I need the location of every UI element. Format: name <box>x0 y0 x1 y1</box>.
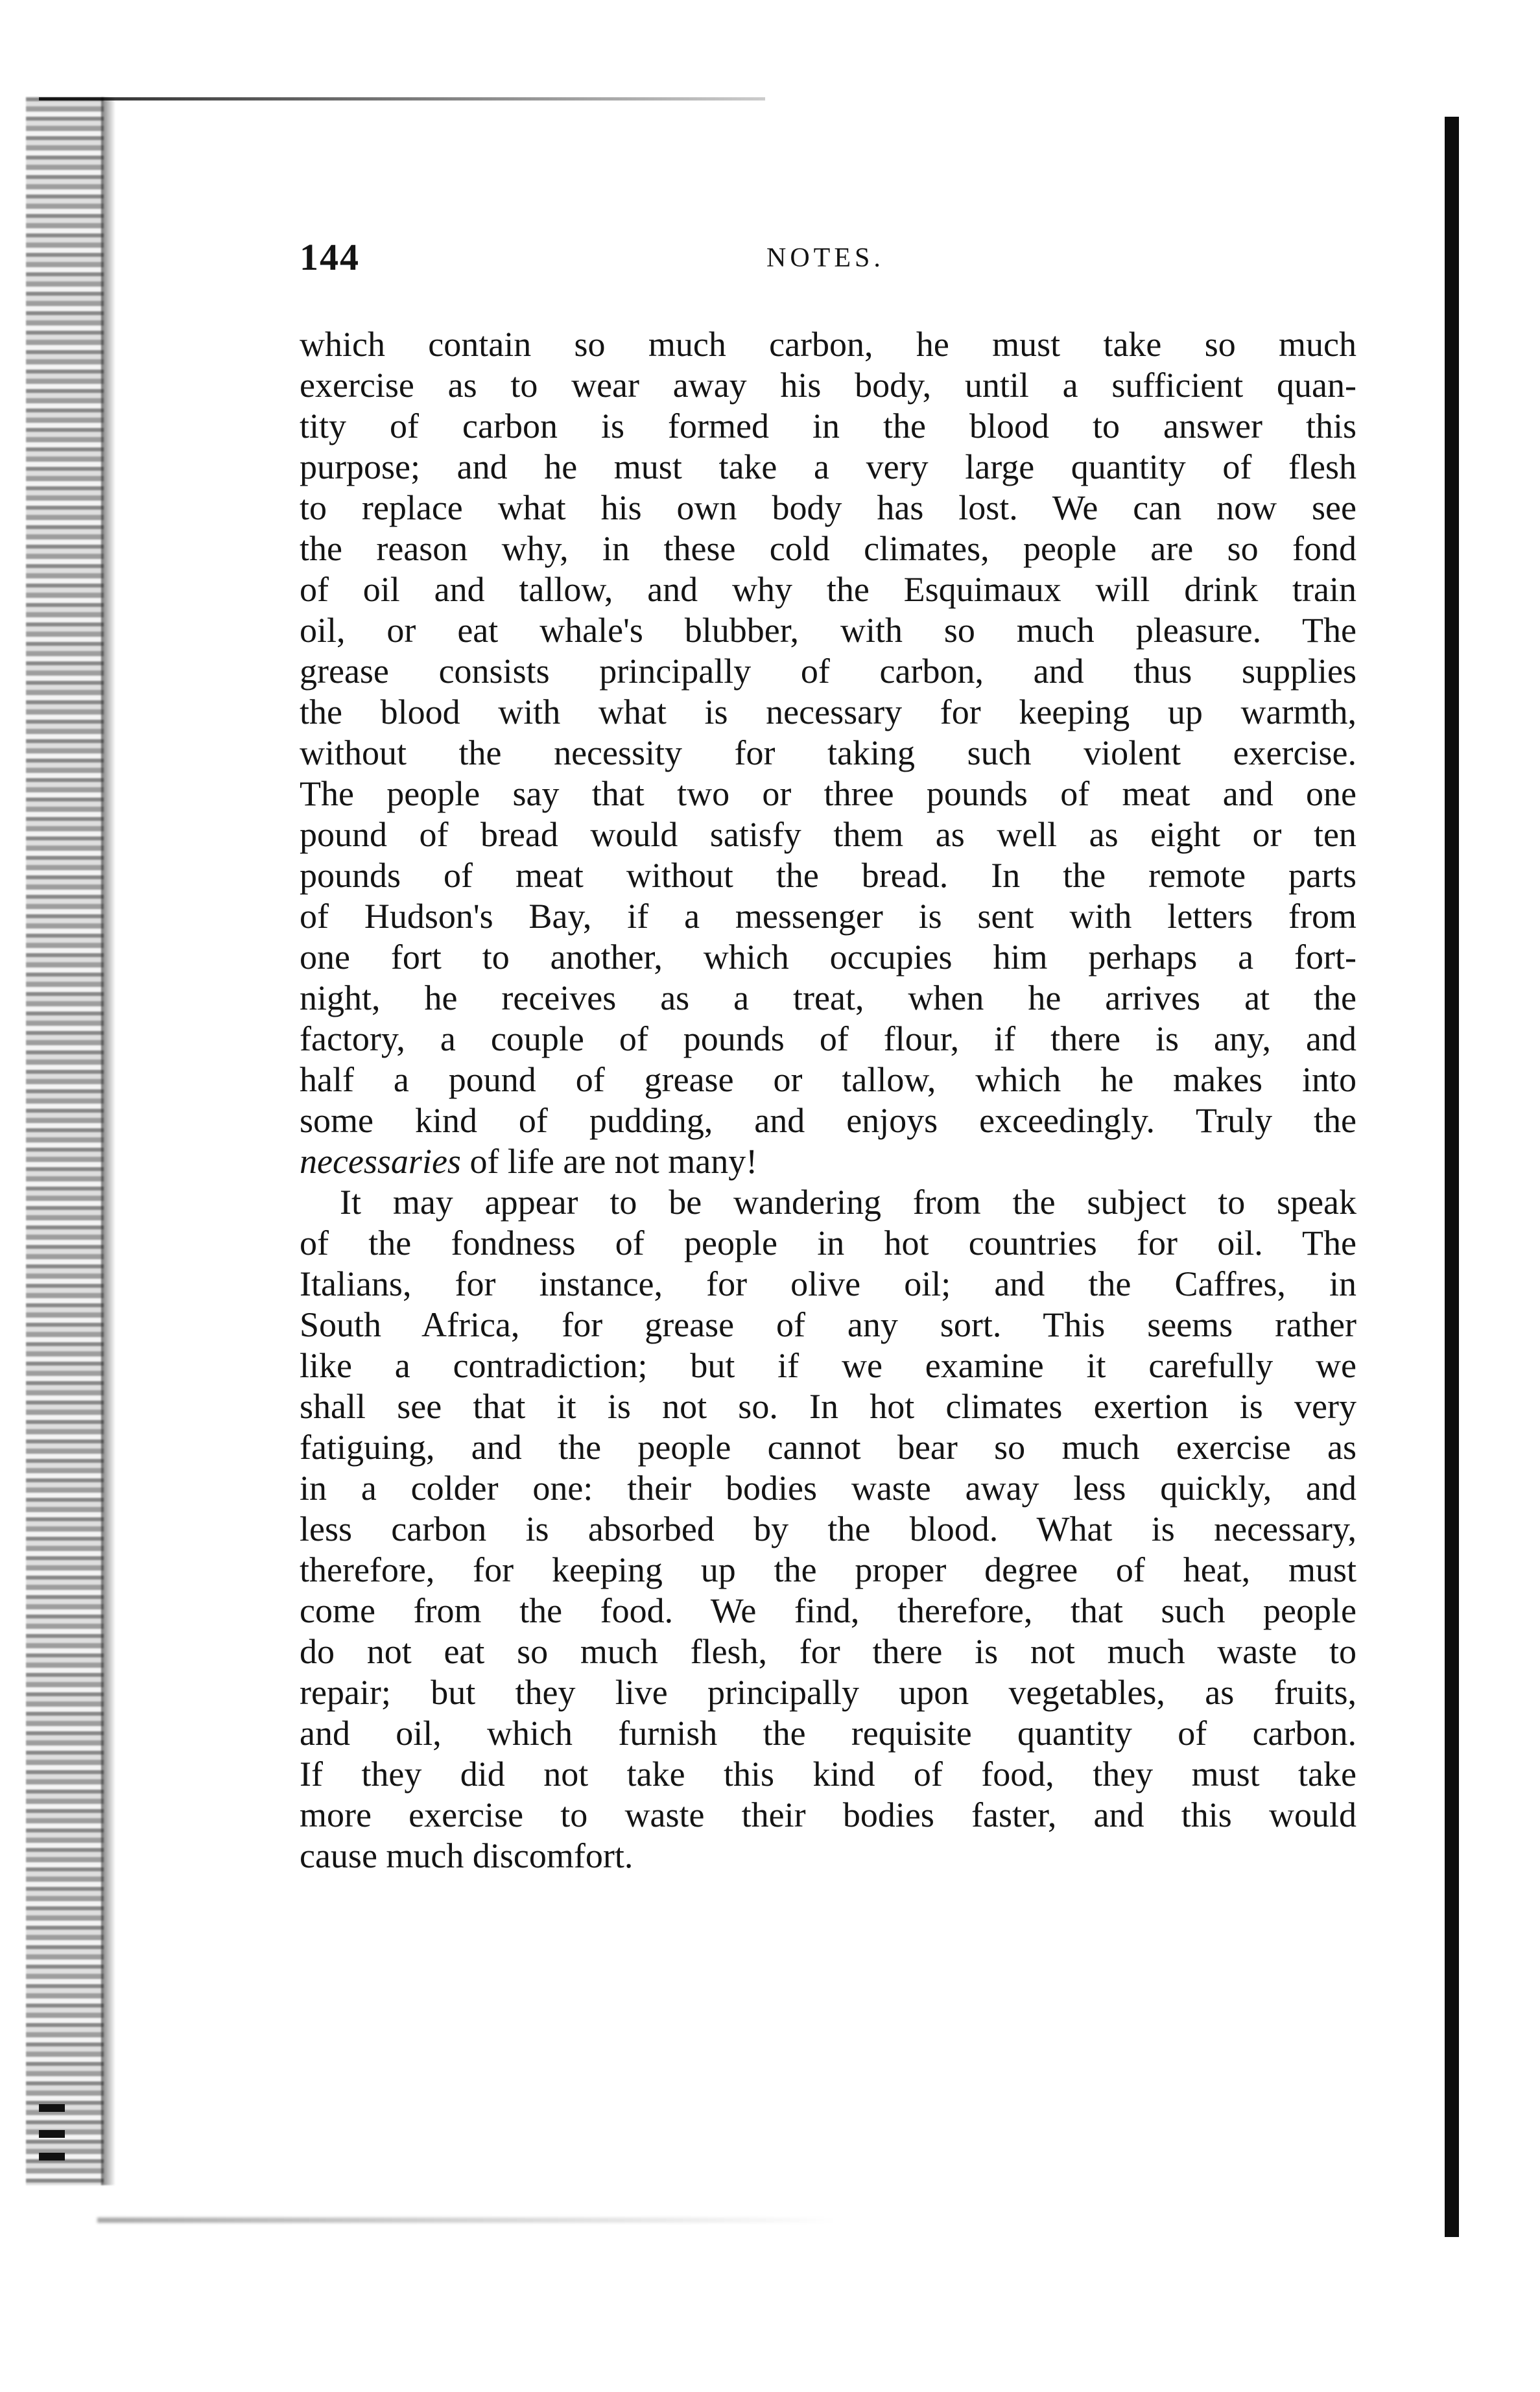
text-line: one fort to another, which occupies him perhaps a fort- <box>300 938 1356 977</box>
text-line: The people say that two or three pounds of meat and one <box>300 774 1356 813</box>
text-line: pounds of meat without the bread. In the remote parts <box>300 856 1356 895</box>
text-line: Italians, for instance, for olive oil; and the Caffres, in <box>300 1264 1356 1303</box>
text-line: therefore, for keeping up the proper degree of heat, must <box>300 1550 1356 1589</box>
text-line: and oil, which furnish the requisite quantity of carbon. <box>300 1714 1356 1753</box>
text-line: South Africa, for grease of any sort. This seems rather <box>300 1305 1356 1344</box>
margin-mark <box>39 2130 65 2138</box>
text-line <box>300 1141 1356 1182</box>
text-line: It may appear to be wandering from the subject to speak <box>340 1183 1356 1222</box>
page-header <box>300 235 1356 280</box>
text-line: some kind of pudding, and enjoys exceedingly. Truly the <box>300 1101 1356 1140</box>
text-line: cause much discomfort. <box>300 1836 634 1875</box>
text-line: purpose; and he must take a very large quantity of flesh <box>300 447 1356 486</box>
text-line: the blood with what is necessary for keeping up warmth, <box>300 693 1356 731</box>
text-line: without the necessity for taking such violent exercise. <box>300 733 1356 772</box>
text-line: oil, or eat whale's blubber, with so much pleasure. The <box>300 611 1356 650</box>
text-line: grease consists principally of carbon, and thus supplies <box>300 652 1356 691</box>
text-line: half a pound of grease or tallow, which he makes into <box>300 1060 1356 1099</box>
scan-top-edge <box>39 97 765 101</box>
body-text <box>300 324 1356 1877</box>
text-line: repair; but they live principally upon vegetables, as fruits, <box>300 1673 1356 1712</box>
text-line: of the fondness of people in hot countries for oil. The <box>300 1224 1356 1262</box>
margin-mark <box>39 2104 65 2112</box>
text-line: to replace what his own body has lost. We can now see <box>300 488 1356 527</box>
text-line: like a contradiction; but if we examine it carefully we <box>300 1346 1356 1385</box>
page-number: 144 <box>300 236 360 278</box>
text-line: less carbon is absorbed by the blood. What is necessary, <box>300 1510 1356 1548</box>
text-line: night, he receives as a treat, when he arrives at the <box>300 978 1356 1017</box>
text-line: factory, a couple of pounds of flour, if there is any, and <box>300 1019 1356 1058</box>
scan-right-edge <box>1445 117 1459 2237</box>
running-head: NOTES. <box>766 243 884 273</box>
paragraph <box>300 324 1356 1182</box>
text-line: tity of carbon is formed in the blood to answer this <box>300 407 1356 445</box>
text-line: of oil and tallow, and why the Esquimaux will drink train <box>300 570 1356 609</box>
text-line: shall see that it is not so. In hot climates exertion is very <box>300 1387 1356 1426</box>
text-line: of Hudson's Bay, if a messenger is sent with letters from <box>300 897 1356 936</box>
text-line: exercise as to wear away his body, until a sufficient quan- <box>300 366 1356 405</box>
text-line: come from the food. We find, therefore, that such people <box>300 1591 1356 1630</box>
scan-bottom-edge <box>97 2218 1329 2223</box>
text-line: pound of bread would satisfy them as well as eight or ten <box>300 815 1356 854</box>
text-line: do not eat so much flesh, for there is not much waste to <box>300 1632 1356 1671</box>
text-line: the reason why, in these cold climates, people are so fond <box>300 529 1356 568</box>
margin-mark <box>39 2153 65 2161</box>
text-line: more exercise to waste their bodies faster, and this would <box>300 1795 1356 1834</box>
line-text: of life are not many! <box>460 1142 758 1181</box>
page-binding-edge <box>26 97 104 2185</box>
text-line: in a colder one: their bodies waste away less quickly, and <box>300 1469 1356 1508</box>
text-line: fatiguing, and the people cannot bear so much exercise as <box>300 1428 1356 1467</box>
text-line: which contain so much carbon, he must take so much <box>300 325 1356 364</box>
italic-term: necessaries <box>300 1142 461 1181</box>
text-line: If they did not take this kind of food, they must take <box>300 1755 1356 1794</box>
paragraph <box>300 1182 1356 1877</box>
